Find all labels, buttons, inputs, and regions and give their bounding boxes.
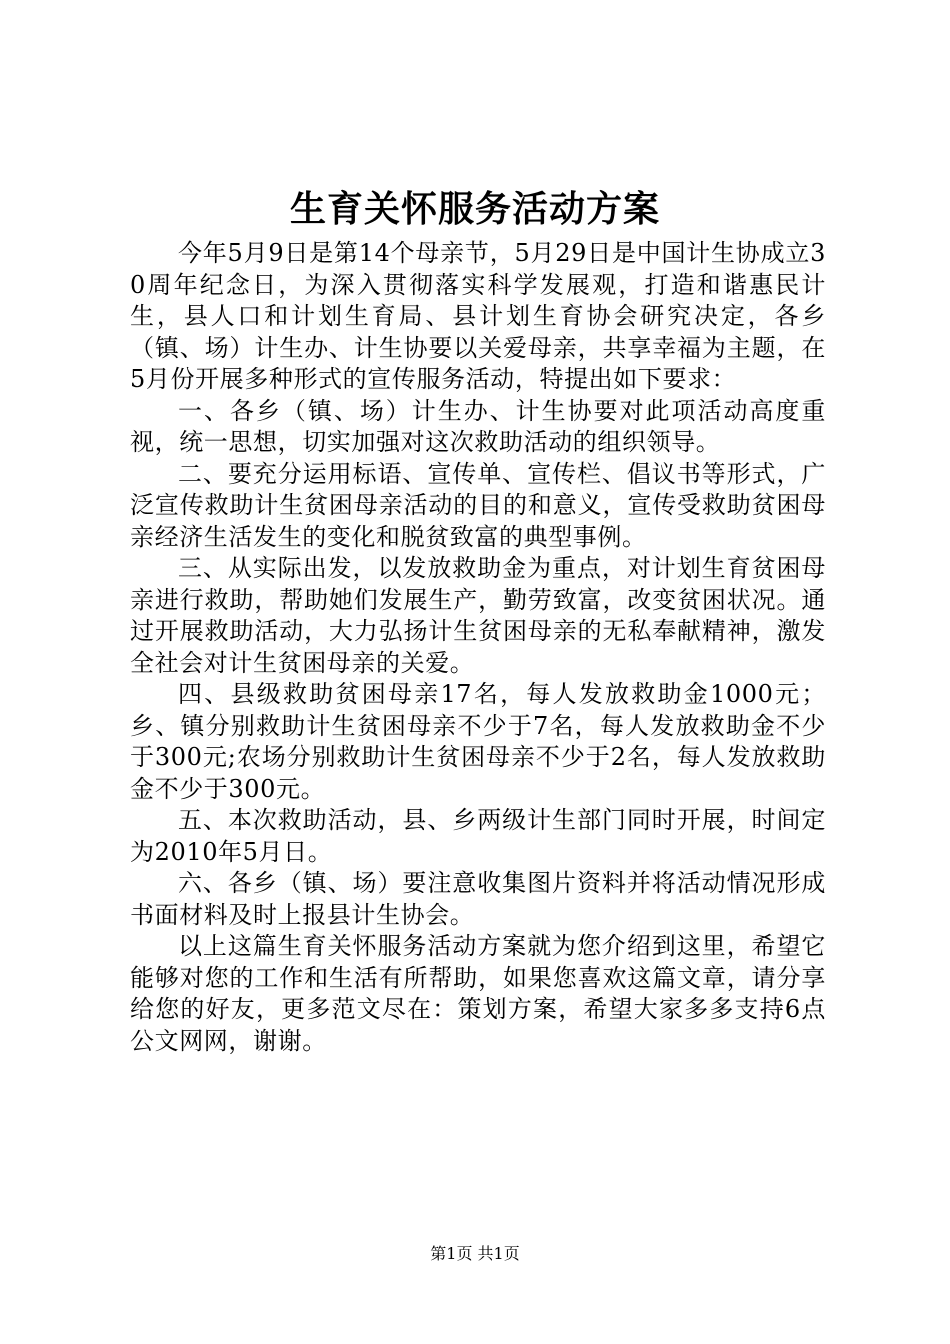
paragraph-item-2: 二、要充分运用标语、宣传单、宣传栏、倡议书等形式，广泛宣传救助计生贫困母亲活动的目的和意义，宣传受救助贫困母亲经济生活发生的变化和脱贫致富的典型事例。 [130,459,826,551]
document-body [130,238,826,1057]
paragraph-item-1: 一、各乡（镇、场）计生办、计生协要对此项活动高度重视，统一思想，切实加强对这次救助活动的组织领导。 [130,396,826,456]
paragraph-item-6: 六、各乡（镇、场）要注意收集图片资料并将活动情况形成书面材料及时上报县计生协会。 [130,869,826,929]
paragraph-item-3: 三、从实际出发，以发放救助金为重点，对计划生育贫困母亲进行救助，帮助她们发展生产，勤劳致富，改变贫困状况。通过开展救助活动，大力弘扬计生贫困母亲的无私奉献精神，激发全社会对计生贫困母亲的关爱。 [130,554,826,677]
paragraph-closing: 以上这篇生育关怀服务活动方案就为您介绍到这里，希望它能够对您的工作和生活有所帮助，如果您喜欢这篇文章，请分享给您的好友，更多范文尽在：策划方案，希望大家多多支持6点公文网网，谢谢。 [130,932,826,1055]
document-title: 生育关怀服务活动方案 [289,188,660,230]
paragraph-intro: 今年5月9日是第14个母亲节，5月29日是中国计生协成立30周年纪念日，为深入贯彻落实科学发展观，打造和谐惠民计生，县人口和计划生育局、县计划生育协会研究决定，各乡（镇、场）计生办、计生协要以关爱母亲，共享幸福为主题，在5月份开展多种形式的宣传服务活动，特提出如下要求： [130,239,826,393]
paragraph-item-5: 五、本次救助活动，县、乡两级计生部门同时开展，时间定为2010年5月日。 [130,806,826,866]
paragraph-item-4: 四、县级救助贫困母亲17名，每人发放救助金1000元；乡、镇分别救助计生贫困母亲不少于7名，每人发放救助金不少于300元;农场分别救助计生贫困母亲不少于2名，每人发放救助金不少于300元。 [130,680,826,803]
page-footer: 第1页 共1页 [430,1244,520,1263]
